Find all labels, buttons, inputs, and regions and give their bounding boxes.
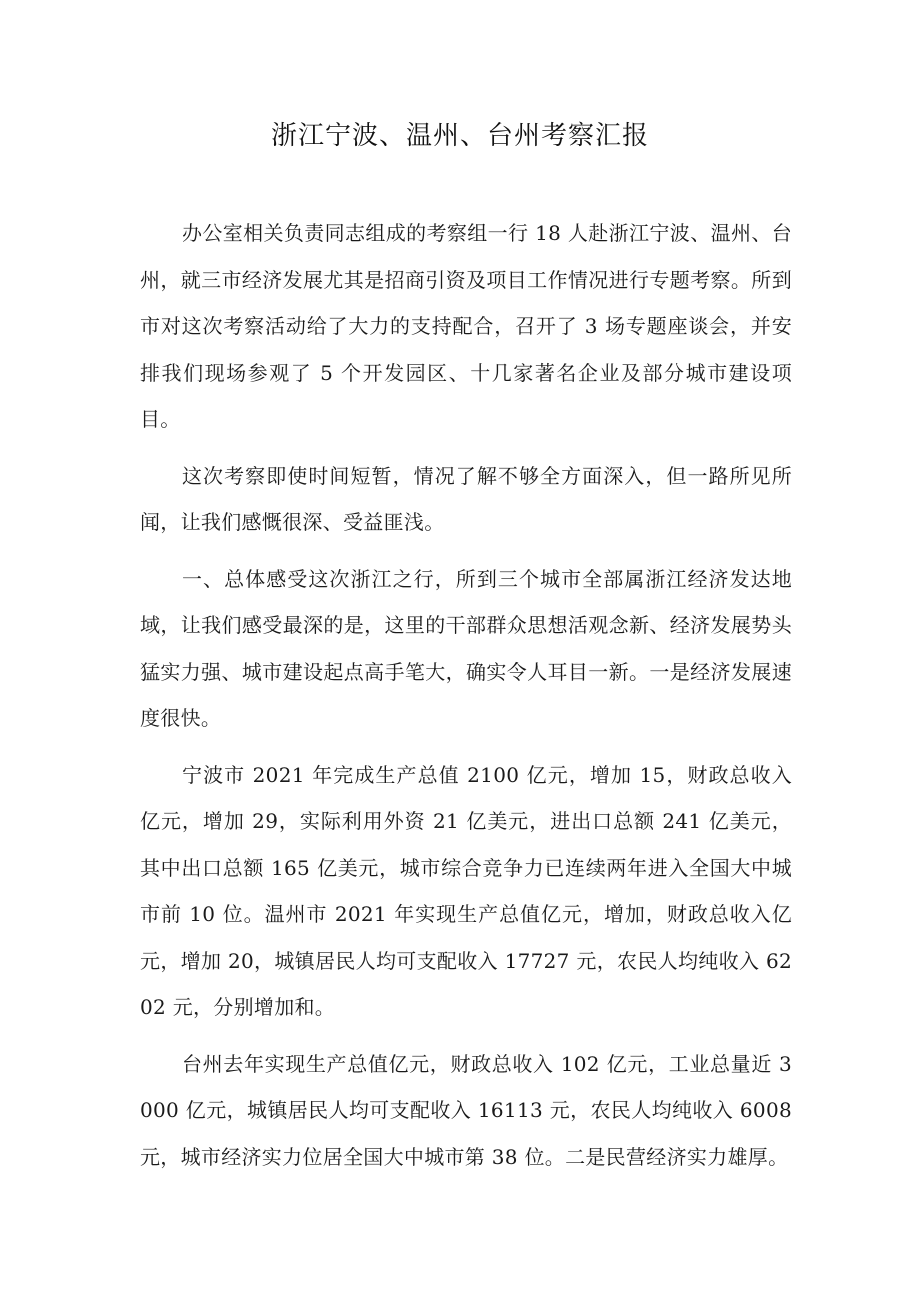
document-body bbox=[140, 210, 792, 1190]
paragraph-impression: 这次考察即使时间短暂，情况了解不够全方面深入，但一路所见所闻，让我们感慨很深、受益匪浅。 bbox=[140, 463, 792, 534]
paragraph-taizhou-stats: 台州去年实现生产总值亿元，财政总收入 102 亿元，工业总量近 3000 亿元，城镇居民人均可支配收入 16113 元，农民人均纯收入 6008 元，城市经济实力位居全国大中城市第 38 位。二是民营经济实力雄厚。 bbox=[140, 1051, 792, 1169]
paragraph-ningbo-wenzhou-stats: 宁波市 2021 年完成生产总值 2100 亿元，增加 15，财政总收入亿元，增加 29，实际利用外资 21 亿美元，进出口总额 241 亿美元，其中出口总额 165 亿美元，城市综合竞争力已连续两年进入全国大中城市前 10 位。温州市 2021 年实现生产总值亿元，增加，财政总收入亿元，增加 20，城镇居民人均可支配收入 17727 元，农民人均纯收入 6202 元，分别增加和。 bbox=[140, 762, 792, 1019]
paragraph-overall-feeling: 一、总体感受这次浙江之行，所到三个城市全部属浙江经济发达地域，让我们感受最深的是，这里的干部群众思想活观念新、经济发展势头猛实力强、城市建设起点高手笔大，确实令人耳目一新。一是经济发展速度很快。 bbox=[140, 566, 792, 730]
paragraph-intro: 办公室相关负责同志组成的考察组一行 18 人赴浙江宁波、温州、台州，就三市经济发展尤其是招商引资及项目工作情况进行专题考察。所到市对这次考察活动给了大力的支持配合，召开了 3 场专题座谈会，并安排我们现场参观了 5 个开发园区、十几家著名企业及部分城市建设项目。 bbox=[140, 221, 792, 431]
page-title: 浙江宁波、温州、台州考察汇报 bbox=[270, 121, 649, 151]
